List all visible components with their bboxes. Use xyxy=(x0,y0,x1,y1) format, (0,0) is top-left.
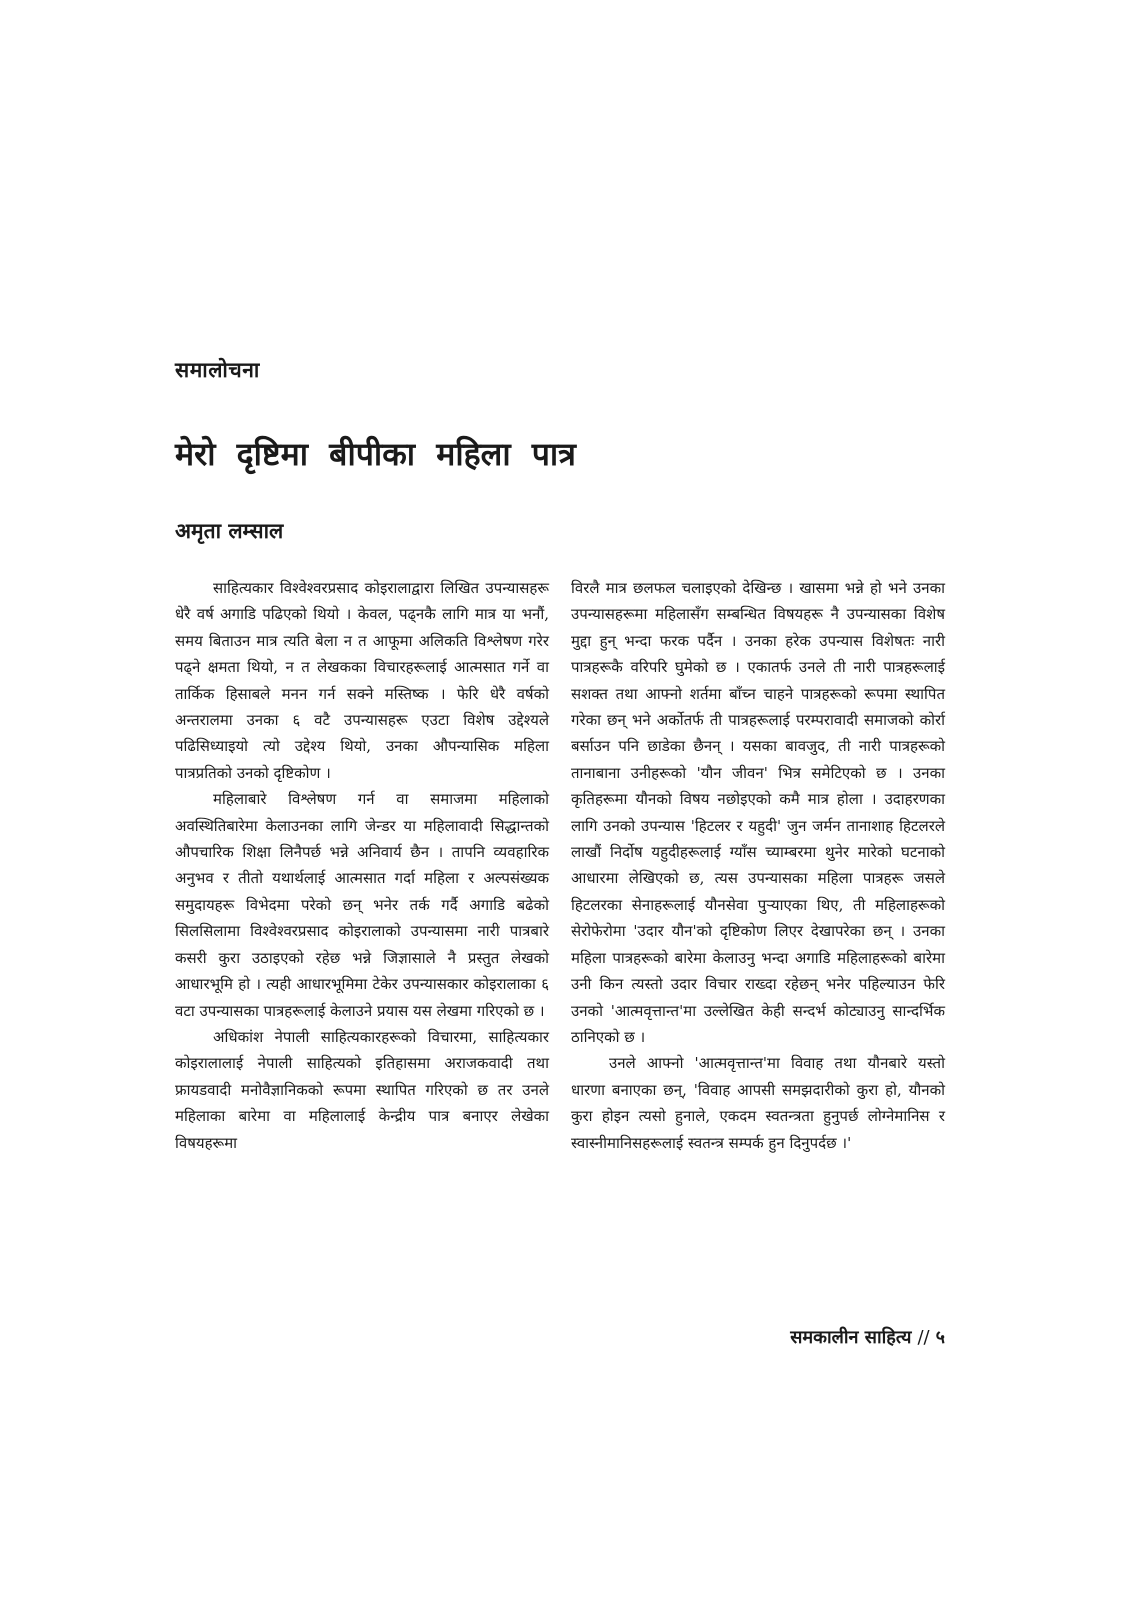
article-body xyxy=(175,575,945,1156)
right-column xyxy=(571,575,945,1156)
paragraph: अधिकांश नेपाली साहित्यकारहरूको विचारमा, साहित्यकार कोइरालालाई नेपाली साहित्यको इतिहासमा अराजकवादी तथा फ्रायडवादी मनोवैज्ञानिकको रूपमा स्थापित गरिएको छ तर उनले महिलाका बारेमा वा महिलालाई केन्द्रीय पात्र बनाएर लेखेका विषयहरूमा xyxy=(175,1027,549,1152)
page-footer xyxy=(600,1325,945,1349)
footer-separator: // xyxy=(917,1327,930,1348)
paragraph: महिलाबारे विश्लेषण गर्न वा समाजमा महिलाको अवस्थितिबारेमा केलाउनका लागि जेन्डर या महिलावादी सिद्धान्तको औपचारिक शिक्षा लिनैपर्छ भन्ने अनिवार्य छैन । तापनि व्यवहारिक अनुभव र तीतो यथार्थलाई आत्मसात गर्दा महिला र अल्पसंख्यक समुदायहरू विभेदमा परेको छन् भनेर तर्क गर्दै अगाडि बढेको सिलसिलामा विश्वेश्वरप्रसाद कोइरालाको उपन्यासमा नारी पात्रबारे कसरी कुरा उठाइएको रहेछ भन्ने जिज्ञासाले नै प्रस्तुत लेखको आधारभूमि हो । त्यही आधारभूमिमा टेकेर उपन्यासकार कोइरालाका ६ वटा उपन्यासका पात्रहरूलाई केलाउने प्रयास यस लेखमा गरिएको छ । xyxy=(175,790,549,1020)
article-title: मेरो दृष्टिमा बीपीका महिला पात्र xyxy=(175,435,576,473)
author-name: अमृता लम्साल xyxy=(175,519,284,543)
paragraph: विरलै मात्र छलफल चलाइएको देखिन्छ । खासमा भन्ने हो भने उनका उपन्यासहरूमा महिलासँग सम्बन्धित विषयहरू नै उपन्यासका विशेष मुद्दा हुन् भन्दा फरक पर्दैन । उनका हरेक उपन्यास विशेषतः नारी पात्रहरूकै वरिपरि घुमेको छ । एकातर्फ उनले ती नारी पात्रहरूलाई सशक्त तथा आफ्नो शर्तमा बाँच्न चाहने पात्रहरूको रूपमा स्थापित गरेका छन् भने अर्कोतर्फ ती पात्रहरूलाई परम्परावादी समाजको कोर्रा बर्साउन पनि छाडेका छैनन् । यसका बावजुद, ती नारी पात्रहरूको तानाबाना उनीहरूको 'यौन जीवन' भित्र समेटिएको छ । उनका कृतिहरूमा यौनको विषय नछोइएको कमै मात्र होला । उदाहरणका लागि उनको उपन्यास 'हिटलर र यहुदी' जुन जर्मन तानाशाह हिटलरले लाखौं निर्दोष यहुदीहरूलाई ग्याँस च्याम्बरमा थुनेर मारेको घटनाको आधारमा लेखिएको छ, त्यस उपन्यासका महिला पात्रहरू जसले हिटलरका सेनाहरूलाई यौनसेवा पुऱ्याएका थिए, ती महिलाहरूको सेरोफेरोमा 'उदार यौन'को दृष्टिकोण लिएर देखापरेका छन् । उनका महिला पात्रहरूको बारेमा केलाउनु भन्दा अगाडि महिलाहरूको बारेमा उनी किन त्यस्तो उदार विचार राख्दा रहेछन् भनेर पहिल्याउन फेरि उनको 'आत्मवृत्तान्त'मा उल्लेखित केही सन्दर्भ कोट्याउनु सान्दर्भिक ठानिएको छ । xyxy=(571,579,945,1046)
left-column xyxy=(175,575,549,1156)
paragraph: साहित्यकार विश्वेश्वरप्रसाद कोइरालाद्वारा लिखित उपन्यासहरू धेरै वर्ष अगाडि पढिएको थियो । केवल, पढ्नकै लागि मात्र या भनौं, समय बिताउन मात्र त्यति बेला न त आफूमा अलिकति विश्लेषण गरेर पढ्ने क्षमता थियो, न त लेखकका विचारहरूलाई आत्मसात गर्ने वा तार्किक हिसाबले मनन गर्न सक्ने मस्तिष्क । फेरि धेरै वर्षको अन्तरालमा उनका ६ वटै उपन्यासहरू एउटा विशेष उद्देश्यले पढिसिध्याइयो त्यो उद्देश्य थियो, उनका औपन्यासिक महिला पात्रप्रतिको उनको दृष्टिकोण । xyxy=(175,579,549,782)
page-number: ५ xyxy=(935,1327,945,1348)
magazine-name: समकालीन साहित्य xyxy=(790,1327,912,1348)
paragraph: उनले आफ्नो 'आत्मवृत्तान्त'मा विवाह तथा यौनबारे यस्तो धारणा बनाएका छन्, 'विवाह आपसी समझदारीको कुरा हो, यौनको कुरा होइन त्यसो हुनाले, एकदम स्वतन्त्रता हुनुपर्छ लोग्नेमानिस र स्वास्नीमानिसहरूलाई स्वतन्त्र सम्पर्क हुन दिनुपर्दछ ।' xyxy=(571,1054,945,1152)
section-label: समालोचना xyxy=(175,358,260,382)
